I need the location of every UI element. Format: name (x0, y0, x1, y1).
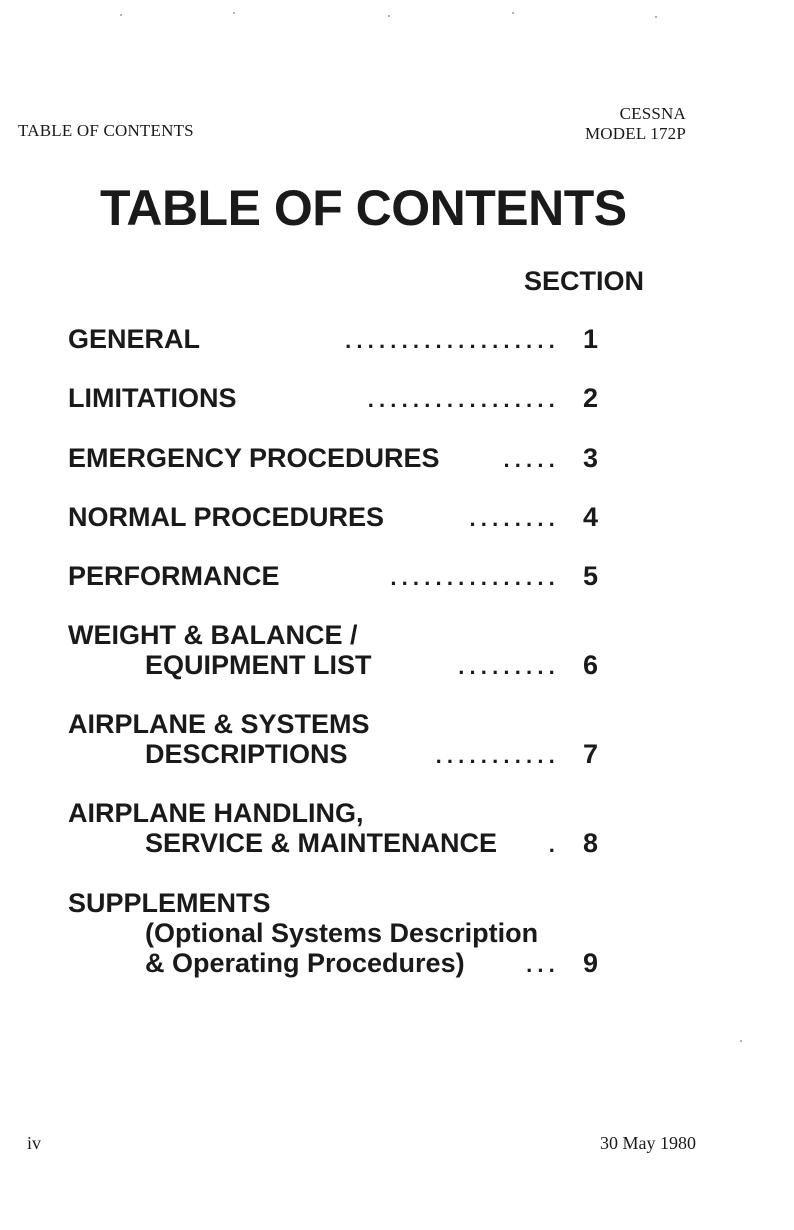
section-number: 7 (582, 739, 598, 769)
section-number: 4 (582, 502, 598, 532)
toc-entry-performance[interactable] (68, 561, 598, 591)
toc-entry-subtitle: (Optional Systems Description (145, 918, 539, 948)
toc-entry-title: EMERGENCY PROCEDURES (68, 443, 440, 473)
scan-speck (233, 12, 235, 14)
dot-leader: ........... (435, 743, 560, 768)
scan-speck (655, 16, 657, 18)
toc-entry-subtitle: SERVICE & MAINTENANCE (145, 828, 498, 858)
dot-leader: . (548, 832, 560, 857)
running-header-right (585, 104, 686, 144)
scan-speck (512, 12, 514, 14)
toc-entry-airplane-handling[interactable] (68, 798, 598, 858)
toc-entry-airplane-systems[interactable] (68, 709, 598, 769)
dot-leader: ......... (458, 654, 560, 679)
dot-leader: ..... (503, 447, 560, 472)
section-number: 5 (582, 561, 598, 591)
toc-entry-emergency-procedures[interactable] (68, 443, 598, 473)
section-column-heading: SECTION (524, 266, 645, 296)
manufacturer-label: CESSNA (619, 104, 686, 123)
running-header-left: TABLE OF CONTENTS (18, 121, 194, 140)
section-number: 2 (582, 383, 598, 413)
scan-speck (388, 15, 390, 17)
toc-entry-subtitle: & Operating Procedures) (145, 948, 465, 978)
dot-leader: ................... (345, 328, 560, 353)
toc-entry-title: SUPPLEMENTS (68, 888, 271, 918)
section-number: 3 (582, 443, 598, 473)
toc-entry-weight-balance[interactable] (68, 620, 598, 680)
dot-leader: ............... (390, 565, 560, 590)
toc-entry-title: GENERAL (68, 324, 201, 354)
page-title: TABLE OF CONTENTS (100, 180, 627, 236)
scan-speck (120, 14, 122, 16)
toc-entry-title: LIMITATIONS (68, 383, 237, 413)
section-number: 1 (582, 324, 598, 354)
toc-entry-supplements[interactable] (68, 888, 598, 978)
scan-speck (740, 1040, 742, 1042)
model-label: MODEL 172P (584, 124, 686, 143)
toc-entry-title: AIRPLANE HANDLING, (68, 798, 364, 828)
toc-entry-normal-procedures[interactable] (68, 502, 598, 532)
toc-entry-title: WEIGHT & BALANCE / (68, 620, 358, 650)
toc-entry-subtitle: DESCRIPTIONS (145, 739, 348, 769)
toc-entry-limitations[interactable] (68, 383, 598, 413)
section-number: 6 (582, 650, 598, 680)
toc-entry-general[interactable] (68, 324, 598, 354)
toc-entry-title: NORMAL PROCEDURES (68, 502, 385, 532)
dot-leader: ... (526, 952, 560, 977)
toc-entry-title: AIRPLANE & SYSTEMS (68, 709, 370, 739)
section-number: 8 (582, 828, 598, 858)
toc-entry-title: PERFORMANCE (68, 561, 280, 591)
toc-entry-subtitle: EQUIPMENT LIST (145, 650, 372, 680)
dot-leader: ........ (469, 506, 560, 531)
page-number: iv (27, 1133, 42, 1153)
section-number: 9 (582, 948, 598, 978)
revision-date: 30 May 1980 (600, 1133, 696, 1153)
dot-leader: ................. (367, 387, 560, 412)
